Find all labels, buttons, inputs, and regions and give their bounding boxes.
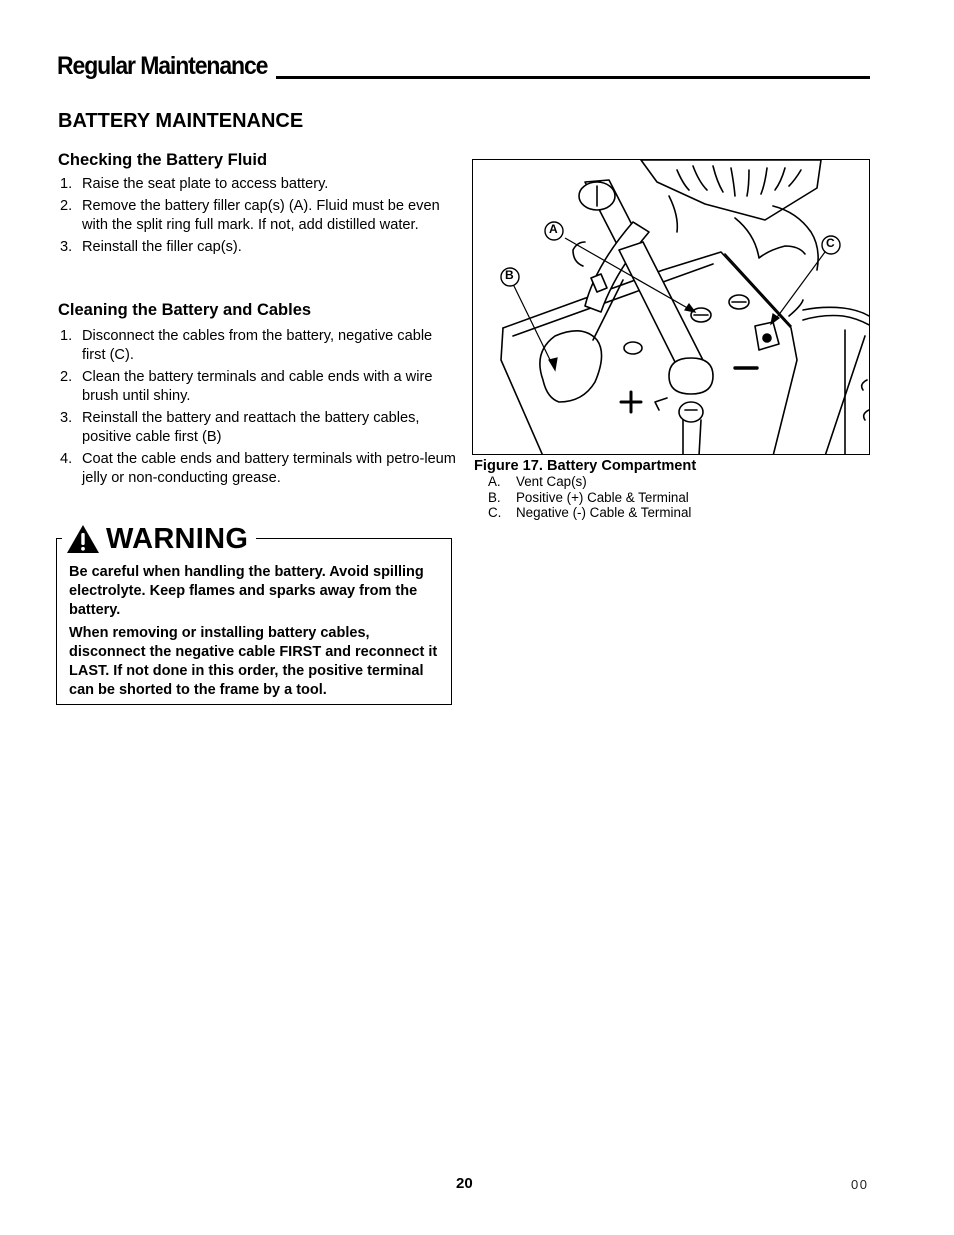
warning-label: WARNING bbox=[106, 522, 249, 555]
checking-fluid-heading: Checking the Battery Fluid bbox=[58, 151, 268, 169]
section-title: BATTERY MAINTENANCE bbox=[58, 110, 304, 132]
page-header-title: Regular Maintenance bbox=[57, 52, 268, 80]
figure-legend bbox=[488, 474, 691, 521]
figure-caption: Figure 17. Battery Compartment bbox=[474, 458, 697, 474]
list-item: 1. Disconnect the cables from the battery, negative cable first (C). bbox=[60, 328, 433, 363]
document-code: 00 bbox=[851, 1177, 869, 1192]
callout-c: C bbox=[826, 236, 835, 250]
warning-triangle-icon bbox=[66, 524, 100, 554]
header-rule bbox=[276, 76, 870, 79]
legend-item: B. Positive (+) Cable & Terminal bbox=[488, 489, 689, 505]
legend-item: C. Negative (-) Cable & Terminal bbox=[488, 505, 692, 521]
warning-heading bbox=[62, 522, 256, 556]
list-item: 2. Remove the battery filler cap(s) (A). Fluid must be even with the split ring full mark. If not, add distilled water. bbox=[60, 198, 440, 233]
cleaning-heading: Cleaning the Battery and Cables bbox=[58, 301, 312, 319]
battery-compartment-figure bbox=[472, 159, 870, 455]
list-item: 2. Clean the battery terminals and cable ends with a wire brush until shiny. bbox=[60, 369, 433, 404]
checking-fluid-steps bbox=[58, 175, 458, 260]
list-item: 1. Raise the seat plate to access battery. bbox=[60, 176, 329, 192]
legend-item: A. Vent Cap(s) bbox=[488, 474, 587, 489]
warning-paragraph: Be careful when handling the battery. Avoid spilling electrolyte. Keep flames and sparks away from the battery. bbox=[69, 564, 424, 618]
callout-b: B bbox=[505, 268, 514, 282]
list-item: 4. Coat the cable ends and battery terminals with petro-leum jelly or non-conducting grease. bbox=[60, 451, 456, 486]
page-number: 20 bbox=[456, 1175, 473, 1192]
list-item: 3. Reinstall the battery and reattach the battery cables, positive cable first (B) bbox=[60, 410, 420, 445]
list-item: 3. Reinstall the filler cap(s). bbox=[60, 239, 242, 255]
battery-illustration bbox=[473, 160, 870, 455]
warning-paragraph: When removing or installing battery cables, disconnect the negative cable FIRST and reconnect it LAST. If not done in this order, the positive terminal can be shorted to the frame by a tool. bbox=[69, 625, 438, 698]
callout-a: A bbox=[549, 222, 558, 236]
cleaning-steps bbox=[58, 327, 458, 491]
warning-text bbox=[69, 563, 445, 704]
